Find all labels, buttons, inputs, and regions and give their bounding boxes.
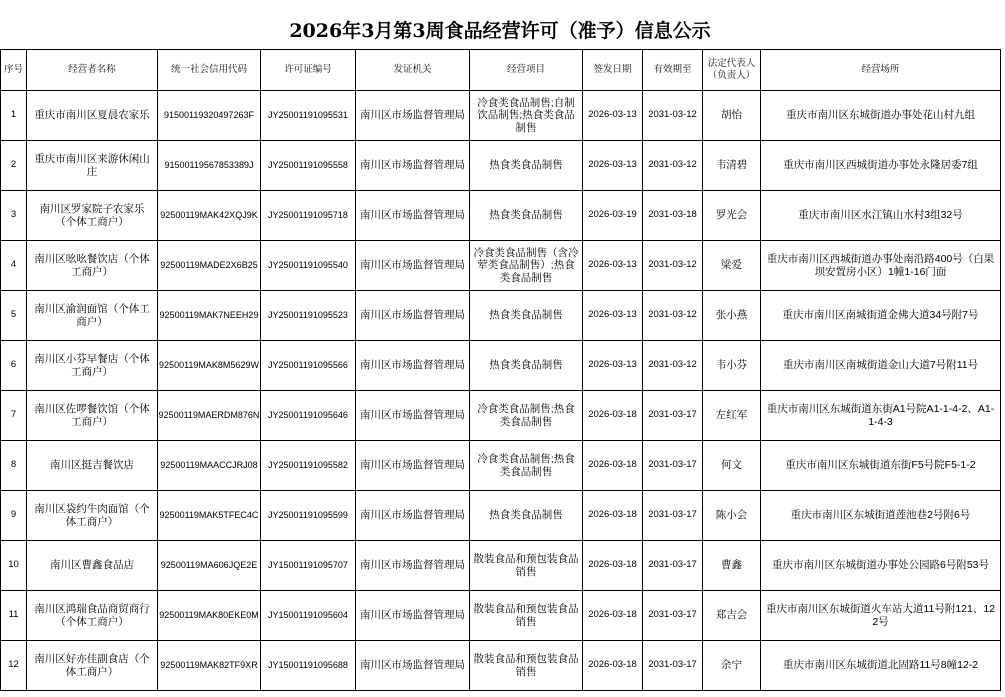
cell-license-number: JY15001191095604 bbox=[261, 591, 356, 641]
cell-issue-date: 2026-03-18 bbox=[583, 591, 643, 641]
cell-license-number: JY25001191095566 bbox=[261, 341, 356, 391]
cell-issue-date: 2026-03-13 bbox=[583, 341, 643, 391]
license-notice-table bbox=[0, 49, 1001, 691]
table-header-row bbox=[1, 50, 1001, 91]
table-row bbox=[1, 141, 1001, 191]
cell-seq: 6 bbox=[1, 341, 27, 391]
cell-license-number: JY25001191095582 bbox=[261, 441, 356, 491]
cell-seq: 10 bbox=[1, 541, 27, 591]
cell-business-items: 冷食类食品制售;热食类食品制售 bbox=[470, 391, 583, 441]
header-valid-until: 有效期至 bbox=[643, 50, 703, 91]
table-row bbox=[1, 391, 1001, 441]
cell-valid-until: 2031-03-17 bbox=[643, 541, 703, 591]
cell-address: 重庆市南川区东城街道北固路11号8幢12-2 bbox=[761, 641, 1001, 691]
cell-legal-representative: 梁爱 bbox=[703, 241, 761, 291]
cell-business-name: 南川区袋约牛肉面馆（个体工商户） bbox=[27, 491, 158, 541]
cell-issue-date: 2026-03-19 bbox=[583, 191, 643, 241]
cell-issuing-authority: 南川区市场监督管理局 bbox=[356, 91, 470, 141]
table-row bbox=[1, 641, 1001, 691]
cell-issuing-authority: 南川区市场监督管理局 bbox=[356, 291, 470, 341]
cell-business-name: 南川区佐啰餐饮馆（个体工商户） bbox=[27, 391, 158, 441]
cell-issue-date: 2026-03-18 bbox=[583, 391, 643, 441]
cell-legal-representative: 何文 bbox=[703, 441, 761, 491]
table-row bbox=[1, 91, 1001, 141]
cell-business-name: 重庆市南川区来游休闲山庄 bbox=[27, 141, 158, 191]
cell-legal-representative: 胡怡 bbox=[703, 91, 761, 141]
cell-credit-code: 92500119MAK80EKE0M bbox=[158, 591, 261, 641]
cell-credit-code: 92500119MAK82TF9XR bbox=[158, 641, 261, 691]
cell-issuing-authority: 南川区市场监督管理局 bbox=[356, 241, 470, 291]
cell-valid-until: 2031-03-12 bbox=[643, 241, 703, 291]
cell-business-name: 南川区吆吆餐饮店（个体工商户） bbox=[27, 241, 158, 291]
cell-valid-until: 2031-03-18 bbox=[643, 191, 703, 241]
cell-business-items: 热食类食品制售 bbox=[470, 191, 583, 241]
cell-credit-code: 92500119MAK8M5629W bbox=[158, 341, 261, 391]
table-row bbox=[1, 341, 1001, 391]
cell-address: 重庆市南川区西城街道办事处南沿路400号（白果坝安置房小区）1幢1-16门面 bbox=[761, 241, 1001, 291]
cell-license-number: JY25001191095599 bbox=[261, 491, 356, 541]
cell-valid-until: 2031-03-12 bbox=[643, 141, 703, 191]
cell-legal-representative: 张小燕 bbox=[703, 291, 761, 341]
cell-seq: 5 bbox=[1, 291, 27, 341]
cell-business-items: 散装食品和预包装食品销售 bbox=[470, 641, 583, 691]
cell-business-items: 热食类食品制售 bbox=[470, 291, 583, 341]
table-row bbox=[1, 591, 1001, 641]
cell-seq: 2 bbox=[1, 141, 27, 191]
table-row bbox=[1, 441, 1001, 491]
cell-seq: 9 bbox=[1, 491, 27, 541]
table-row bbox=[1, 241, 1001, 291]
cell-business-name: 南川区挺吉餐饮店 bbox=[27, 441, 158, 491]
cell-issuing-authority: 南川区市场监督管理局 bbox=[356, 591, 470, 641]
cell-issue-date: 2026-03-13 bbox=[583, 241, 643, 291]
cell-legal-representative: 韦清碧 bbox=[703, 141, 761, 191]
cell-credit-code: 91500119320497263F bbox=[158, 91, 261, 141]
cell-license-number: JY25001191095718 bbox=[261, 191, 356, 241]
cell-license-number: JY25001191095523 bbox=[261, 291, 356, 341]
cell-valid-until: 2031-03-17 bbox=[643, 641, 703, 691]
cell-legal-representative: 韦小芬 bbox=[703, 341, 761, 391]
cell-legal-representative: 曹鑫 bbox=[703, 541, 761, 591]
cell-business-items: 热食类食品制售 bbox=[470, 491, 583, 541]
cell-issuing-authority: 南川区市场监督管理局 bbox=[356, 441, 470, 491]
header-address: 经营场所 bbox=[761, 50, 1001, 91]
cell-valid-until: 2031-03-12 bbox=[643, 341, 703, 391]
cell-seq: 8 bbox=[1, 441, 27, 491]
header-credit-code: 统一社会信用代码 bbox=[158, 50, 261, 91]
cell-business-name: 南川区鸿瑞食品商贸商行（个体工商户） bbox=[27, 591, 158, 641]
cell-issue-date: 2026-03-13 bbox=[583, 91, 643, 141]
cell-address: 重庆市南川区东城街道办事处公园路6号附53号 bbox=[761, 541, 1001, 591]
cell-valid-until: 2031-03-17 bbox=[643, 491, 703, 541]
cell-credit-code: 92500119MAERDM876N bbox=[158, 391, 261, 441]
cell-business-items: 散装食品和预包装食品销售 bbox=[470, 541, 583, 591]
cell-address: 重庆市南川区东城街道东街A1号院A1-1-4-2、A1-1-4-3 bbox=[761, 391, 1001, 441]
table-row bbox=[1, 491, 1001, 541]
cell-business-name: 南川区曹鑫食品店 bbox=[27, 541, 158, 591]
cell-address: 重庆市南川区西城街道办事处永隆居委7组 bbox=[761, 141, 1001, 191]
cell-legal-representative: 左红军 bbox=[703, 391, 761, 441]
cell-valid-until: 2031-03-12 bbox=[643, 291, 703, 341]
cell-issuing-authority: 南川区市场监督管理局 bbox=[356, 491, 470, 541]
cell-issuing-authority: 南川区市场监督管理局 bbox=[356, 141, 470, 191]
cell-license-number: JY25001191095531 bbox=[261, 91, 356, 141]
cell-business-name: 重庆市南川区夏晨农家乐 bbox=[27, 91, 158, 141]
cell-credit-code: 92500119MADE2X6B25 bbox=[158, 241, 261, 291]
cell-business-items: 热食类食品制售 bbox=[470, 141, 583, 191]
cell-address: 重庆市南川区东城街道东街F5号院F5-1-2 bbox=[761, 441, 1001, 491]
cell-business-name: 南川区小芬早餐店（个体工商户） bbox=[27, 341, 158, 391]
cell-license-number: JY15001191095688 bbox=[261, 641, 356, 691]
table-header bbox=[1, 50, 1001, 91]
cell-business-items: 冷食类食品制售;热食类食品制售 bbox=[470, 441, 583, 491]
cell-issue-date: 2026-03-13 bbox=[583, 291, 643, 341]
table-body bbox=[1, 91, 1001, 691]
cell-address: 重庆市南川区水江镇山水村3组32号 bbox=[761, 191, 1001, 241]
cell-seq: 11 bbox=[1, 591, 27, 641]
cell-license-number: JY25001191095558 bbox=[261, 141, 356, 191]
cell-credit-code: 92500119MA606JQE2E bbox=[158, 541, 261, 591]
cell-issuing-authority: 南川区市场监督管理局 bbox=[356, 541, 470, 591]
cell-issue-date: 2026-03-13 bbox=[583, 141, 643, 191]
cell-valid-until: 2031-03-17 bbox=[643, 391, 703, 441]
header-issuing-authority: 发证机关 bbox=[356, 50, 470, 91]
cell-issue-date: 2026-03-18 bbox=[583, 541, 643, 591]
cell-credit-code: 92500119MAACCJRJ08 bbox=[158, 441, 261, 491]
cell-issuing-authority: 南川区市场监督管理局 bbox=[356, 391, 470, 441]
cell-valid-until: 2031-03-17 bbox=[643, 441, 703, 491]
cell-business-items: 散装食品和预包装食品销售 bbox=[470, 591, 583, 641]
header-issue-date: 签发日期 bbox=[583, 50, 643, 91]
cell-valid-until: 2031-03-12 bbox=[643, 91, 703, 141]
cell-seq: 4 bbox=[1, 241, 27, 291]
cell-seq: 3 bbox=[1, 191, 27, 241]
cell-credit-code: 92500119MAK5TFEC4C bbox=[158, 491, 261, 541]
cell-address: 重庆市南川区南城街道金山大道7号附11号 bbox=[761, 341, 1001, 391]
table-row bbox=[1, 191, 1001, 241]
page-title: 2026年3月第3周食品经营许可（准予）信息公示 bbox=[289, 20, 711, 42]
cell-issuing-authority: 南川区市场监督管理局 bbox=[356, 641, 470, 691]
cell-credit-code: 92500119MAK7NEEH29 bbox=[158, 291, 261, 341]
cell-issuing-authority: 南川区市场监督管理局 bbox=[356, 341, 470, 391]
cell-business-items: 冷食类食品制售（含冷荤类食品制售）;热食类食品制售 bbox=[470, 241, 583, 291]
cell-issue-date: 2026-03-18 bbox=[583, 491, 643, 541]
cell-business-name: 南川区渝润面馆（个体工商户） bbox=[27, 291, 158, 341]
header-license-number: 许可证编号 bbox=[261, 50, 356, 91]
cell-seq: 1 bbox=[1, 91, 27, 141]
cell-seq: 7 bbox=[1, 391, 27, 441]
cell-valid-until: 2031-03-17 bbox=[643, 591, 703, 641]
cell-issue-date: 2026-03-18 bbox=[583, 641, 643, 691]
cell-business-items: 热食类食品制售 bbox=[470, 341, 583, 391]
cell-credit-code: 91500119567853389J bbox=[158, 141, 261, 191]
header-business-name: 经营者名称 bbox=[27, 50, 158, 91]
table-row bbox=[1, 541, 1001, 591]
cell-credit-code: 92500119MAK42XQJ9K bbox=[158, 191, 261, 241]
cell-seq: 12 bbox=[1, 641, 27, 691]
cell-address: 重庆市南川区东城街道办事处花山村九组 bbox=[761, 91, 1001, 141]
table-row bbox=[1, 291, 1001, 341]
cell-license-number: JY15001191095707 bbox=[261, 541, 356, 591]
cell-license-number: JY25001191095646 bbox=[261, 391, 356, 441]
cell-legal-representative: 罗光会 bbox=[703, 191, 761, 241]
cell-issuing-authority: 南川区市场监督管理局 bbox=[356, 191, 470, 241]
cell-address: 重庆市南川区南城街道金佛大道34号附7号 bbox=[761, 291, 1001, 341]
cell-legal-representative: 余宁 bbox=[703, 641, 761, 691]
cell-legal-representative: 郑吉会 bbox=[703, 591, 761, 641]
cell-address: 重庆市南川区东城街道火车站大道11号附121、122号 bbox=[761, 591, 1001, 641]
cell-address: 重庆市南川区东城街道莲池巷2号附6号 bbox=[761, 491, 1001, 541]
cell-business-items: 冷食类食品制售;自制饮品制售;热食类食品制售 bbox=[470, 91, 583, 141]
header-seq: 序号 bbox=[1, 50, 27, 91]
cell-license-number: JY25001191095540 bbox=[261, 241, 356, 291]
cell-legal-representative: 陈小会 bbox=[703, 491, 761, 541]
header-legal-representative: 法定代表人（负责人） bbox=[703, 50, 761, 91]
cell-issue-date: 2026-03-18 bbox=[583, 441, 643, 491]
header-business-items: 经营项目 bbox=[470, 50, 583, 91]
cell-business-name: 南川区好亦佳副食店（个体工商户） bbox=[27, 641, 158, 691]
cell-business-name: 南川区罗家院子农家乐（个体工商户） bbox=[27, 191, 158, 241]
